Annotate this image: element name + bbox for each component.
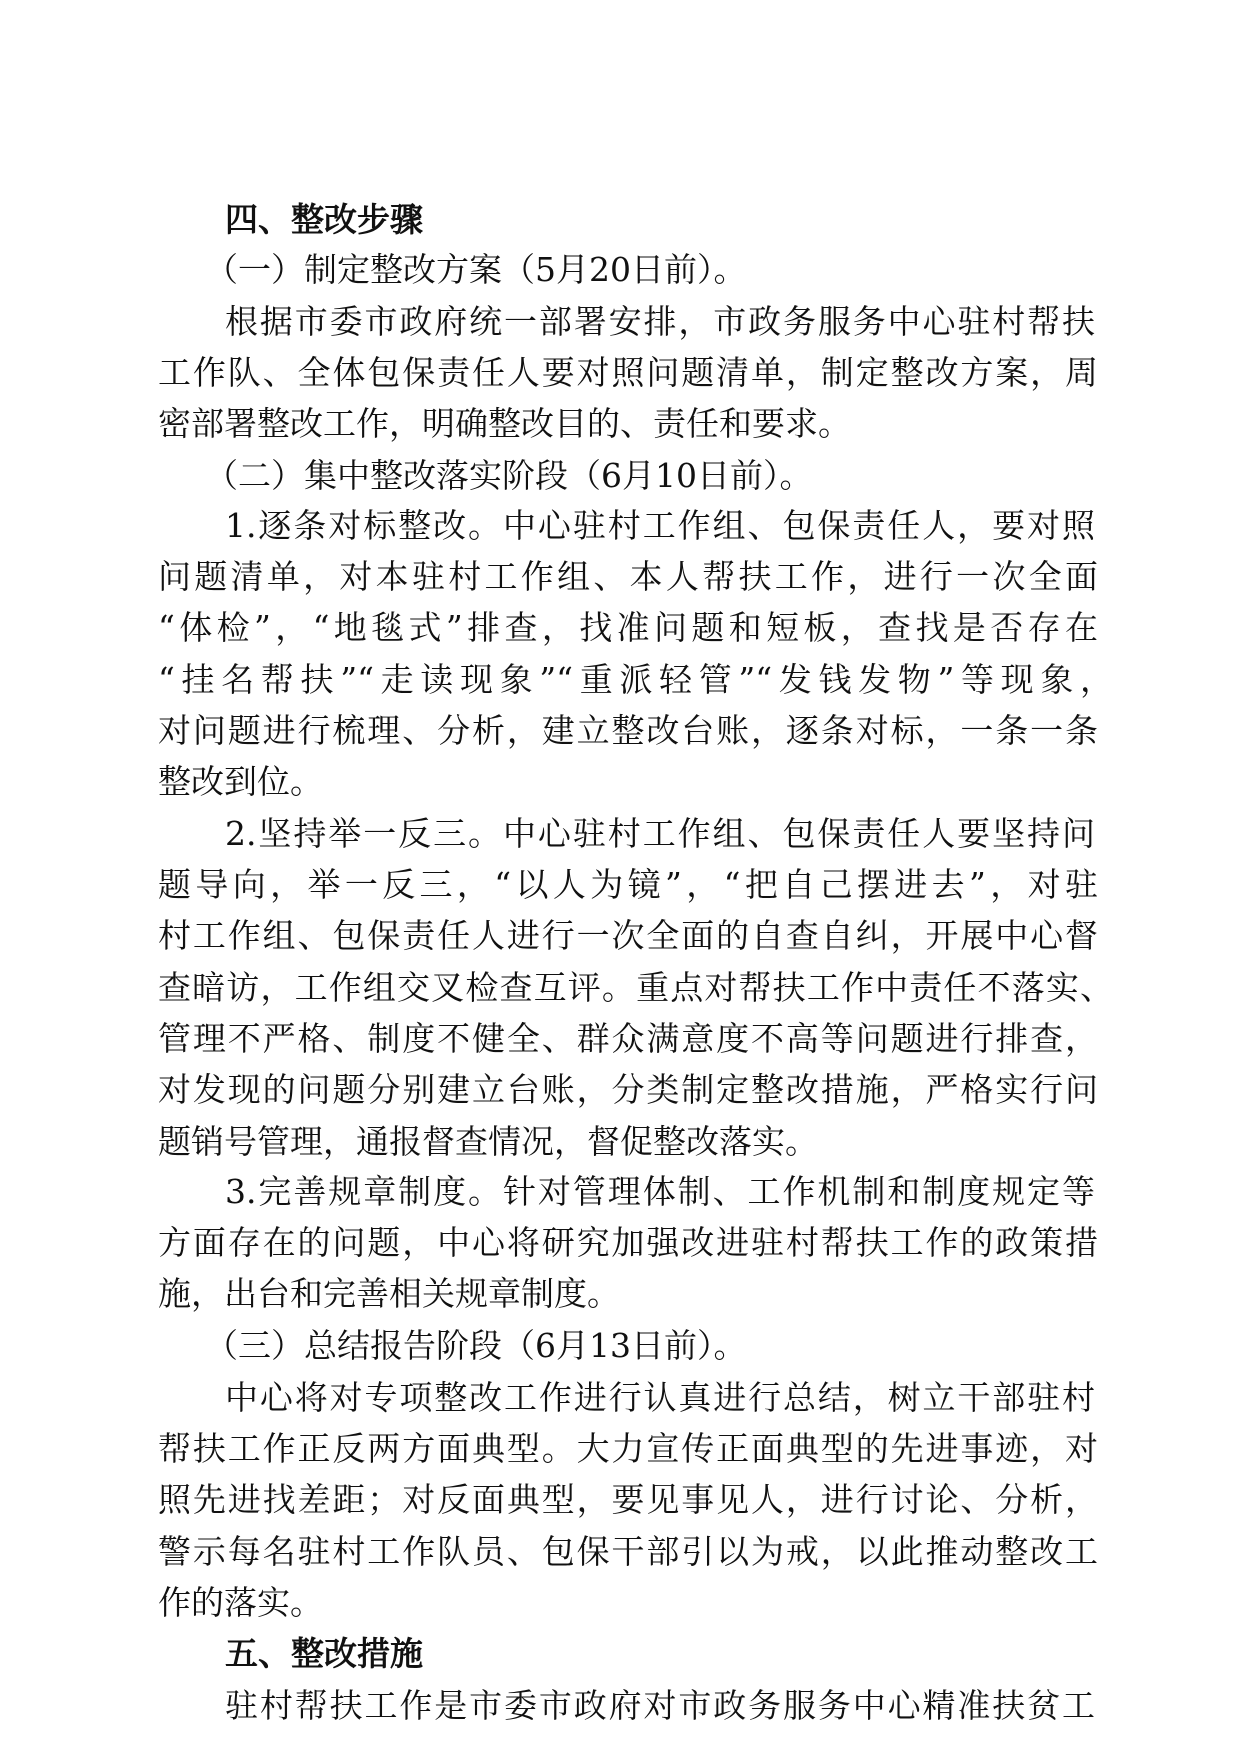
paragraph-line: 管理不严格、制度不健全、群众满意度不高等问题进行排查， <box>158 1019 1098 1058</box>
paragraph-line: 驻村帮扶工作是市委市政府对市政务服务中心精准扶贫工 <box>225 1686 1095 1725</box>
paragraph-line: 警示每名驻村工作队员、包保干部引以为戒，以此推动整改工 <box>158 1532 1098 1571</box>
paragraph-line: 施，出台和完善相关规章制度。 <box>158 1274 620 1313</box>
paragraph-line: 题销号管理，通报督查情况，督促整改落实。 <box>158 1122 818 1161</box>
paragraph-line: 中心将对专项整改工作进行认真进行总结，树立干部驻村 <box>225 1378 1095 1417</box>
paragraph-line: “体检”，“地毯式”排查，找准问题和短板，查找是否存在 <box>158 608 1098 647</box>
paragraph-line: 方面存在的问题，中心将研究加强改进驻村帮扶工作的政策措 <box>158 1223 1098 1262</box>
paragraph-line: 对问题进行梳理、分析，建立整改台账，逐条对标，一条一条 <box>158 711 1098 750</box>
subsection-heading-2: （二）集中整改落实阶段（6月10日前）。 <box>205 456 813 495</box>
paragraph-line: 题导向，举一反三，“以人为镜”，“把自己摆进去”，对驻 <box>158 865 1098 904</box>
paragraph-line: 问题清单，对本驻村工作组、本人帮扶工作，进行一次全面 <box>158 557 1098 596</box>
paragraph-line: 整改到位。 <box>158 762 323 801</box>
paragraph-line: 村工作组、包保责任人进行一次全面的自查自纠，开展中心督 <box>158 916 1098 955</box>
paragraph-line: 对发现的问题分别建立台账，分类制定整改措施，严格实行问 <box>158 1070 1098 1109</box>
paragraph-line: 作的落实。 <box>158 1583 323 1622</box>
paragraph-line: 查暗访，工作组交叉检查互评。重点对帮扶工作中责任不落实、 <box>158 968 1113 1007</box>
paragraph-line: 1.逐条对标整改。中心驻村工作组、包保责任人，要对照 <box>225 506 1095 545</box>
subsection-heading-3: （三）总结报告阶段（6月13日前）。 <box>205 1326 747 1365</box>
paragraph-line: 帮扶工作正反两方面典型。大力宣传正面典型的先进事迹，对 <box>158 1429 1098 1468</box>
paragraph-line: 2.坚持举一反三。中心驻村工作组、包保责任人要坚持问 <box>225 814 1095 853</box>
paragraph-line: 密部署整改工作，明确整改目的、责任和要求。 <box>158 404 851 443</box>
section-heading-4: 四、整改步骤 <box>225 200 423 239</box>
paragraph-line: 3.完善规章制度。针对管理体制、工作机制和制度规定等 <box>225 1172 1095 1211</box>
paragraph-line: 工作队、全体包保责任人要对照问题清单，制定整改方案，周 <box>158 353 1098 392</box>
paragraph-line: “挂名帮扶”“走读现象”“重派轻管”“发钱发物”等现象， <box>158 660 1113 699</box>
paragraph-line: 照先进找差距；对反面典型，要见事见人，进行讨论、分析， <box>158 1480 1098 1519</box>
paragraph-line: 根据市委市政府统一部署安排，市政务服务中心驻村帮扶 <box>225 302 1095 341</box>
subsection-heading-1: （一）制定整改方案（5月20日前）。 <box>205 250 747 289</box>
section-heading-5: 五、整改措施 <box>225 1634 423 1673</box>
